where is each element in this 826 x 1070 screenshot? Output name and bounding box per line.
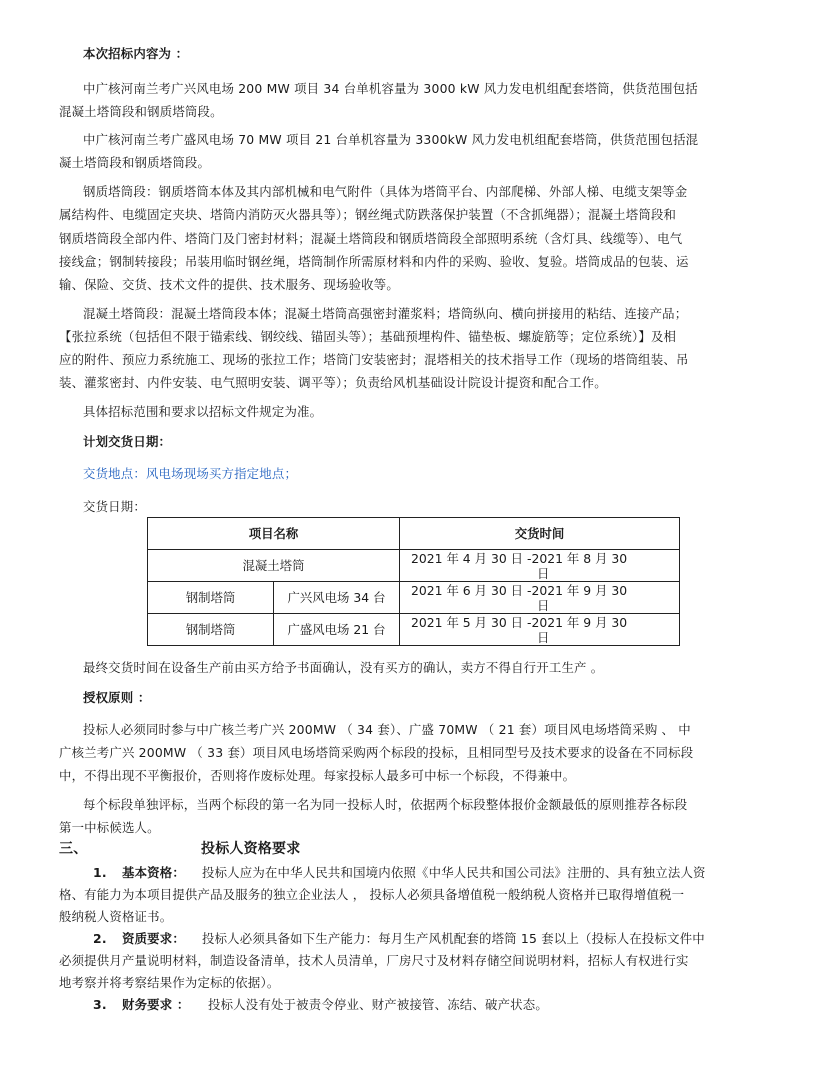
delivery-note: 最终交货时间在设备生产前由买方给予书面确认，没有买方的确认，卖方不得自行开工生产 。 — [83, 660, 604, 675]
table-cell-time-end: 日 — [537, 566, 550, 581]
table-cell-time: 2021 年 6 月 30 日 -2021 年 9 月 30 — [411, 583, 628, 598]
auth-para-2-line-1: 每个标段单独评标，当两个标段的第一名为同一投标人时，依据两个标段整体报价金额最低的原则推荐各标段 — [83, 797, 688, 812]
scope-para-2-line-1: 中广核河南兰考广盛风电场 70 MW 项目 21 台单机容量为 3300kW 风力发电机组配套塔筒，供货范围包括混 — [83, 132, 699, 147]
concrete-section-line-1: 混凝土塔筒段：混凝土塔筒段本体；混凝土塔筒高强密封灌浆料；塔筒纵向、横向拼接用的粘结、连接产品； — [83, 306, 688, 321]
table-rule — [148, 613, 679, 614]
scope-para-1-line-2: 混凝土塔筒段和钢质塔筒段。 — [59, 104, 223, 119]
scope-para-2-line-2: 凝土塔筒段和钢质塔筒段。 — [59, 155, 211, 170]
table-header-time: 交货时间 — [514, 526, 565, 541]
concrete-section-line-2: 【张拉系统（包括但不限于锚索线、钢绞线、锚固头等）；基础预埋构件、锚垫板、螺旋筋等；定位系统）】及相 — [59, 329, 677, 344]
table-cell-site: 广兴风电场 34 台 — [287, 590, 386, 605]
steel-section-line-2: 属结构件、电缆固定夹块、塔筒内消防灭火器具等）；钢丝绳式防跌落保护装置（不含抓绳器）；混凝土塔筒段和 — [59, 207, 677, 222]
concrete-section-line-3: 应的附件、预应力系统施工、现场的张拉工作；塔筒门安装密封；混塔相关的技术指导工作（现场的塔筒组装、吊 — [59, 352, 689, 367]
table-cell-time: 2021 年 4 月 30 日 -2021 年 8 月 30 — [411, 551, 628, 566]
table-cell-time-end: 日 — [537, 598, 550, 613]
concrete-section-line-4: 装、灌浆密封、内件安装、电气照明安装、调平等）；负责给风机基础设计院设计提资和配合工作。 — [59, 375, 607, 390]
table-cell-item: 钢制塔筒 — [185, 622, 236, 637]
table-header-item: 项目名称 — [248, 526, 299, 541]
steel-section-line-3: 钢质塔筒段全部内件、塔筒门及门密封材料；混凝土塔筒段和钢质塔筒段全部照明系统（含灯具、线缆等）、电气 — [59, 231, 683, 246]
table-cell-time-end: 日 — [537, 630, 550, 645]
delivery-date-label: 交货日期： — [83, 499, 146, 514]
section-number: 三、 — [59, 841, 88, 857]
item-1-number: 1. — [93, 865, 107, 880]
item-3-number: 3. — [93, 997, 107, 1012]
scope-para-1-line-1: 中广核河南兰考广兴风电场 200 MW 项目 34 台单机容量为 3000 kW 风力发电机组配套塔筒，供货范围包括 — [83, 81, 698, 96]
item-3-line-1: 投标人没有处于被责令停业、财产被接管、冻结、破产状态。 — [208, 997, 548, 1012]
delivery-heading: 计划交货日期： — [83, 434, 172, 449]
table-cell-item: 钢制塔筒 — [185, 590, 236, 605]
item-1-line-3: 般纳税人资格证书。 — [59, 909, 173, 924]
section-title: 投标人资格要求 — [201, 841, 301, 857]
item-1-label: 基本资格： — [122, 865, 185, 880]
item-1-line-2: 格、有能力为本项目提供产品及服务的独立企业法人 ， 投标人必须具备增值税一般纳税人资格并已取得增值税一 — [59, 887, 685, 902]
auth-para-1-line-3: 中，不得出现不平衡报价，否则将作废标处理。每家投标人最多可中标一个标段，不得兼中。 — [59, 768, 576, 783]
scope-heading: 本次招标内容为 ： — [83, 46, 189, 61]
delivery-table — [147, 517, 680, 646]
table-rule — [148, 549, 679, 550]
item-2-label: 资质要求： — [122, 931, 185, 946]
table-cell-time: 2021 年 5 月 30 日 -2021 年 9 月 30 — [411, 615, 628, 630]
steel-section-line-1: 钢质塔筒段：钢质塔筒本体及其内部机械和电气附件（具体为塔筒平台、内部爬梯、外部人梯、电缆支架等金 — [83, 184, 688, 199]
item-2-line-2: 必须提供月产量说明材料，制造设备清单，技术人员清单，厂房尺寸及材料存储空间说明材料，招标人有权进行实 — [59, 953, 689, 968]
auth-heading: 授权原则 ： — [83, 690, 151, 705]
item-2-number: 2. — [93, 931, 107, 946]
item-1-line-1: 投标人应为在中华人民共和国境内依照《中华人民共和国公司法》注册的、具有独立法人资 — [202, 865, 706, 880]
steel-section-line-4: 接线盒；钢制转接段；吊装用临时钢丝绳，塔筒制作所需原材料和内件的采购、验收、复验。塔筒成品的包装、运 — [59, 254, 689, 269]
item-2-line-3: 地考察并将考察结果作为定标的依据）。 — [59, 975, 280, 990]
scope-note: 具体招标范围和要求以招标文件规定为准。 — [83, 404, 323, 419]
steel-section-line-5: 输、保险、交货、技术文件的提供、技术服务、现场验收等。 — [59, 277, 399, 292]
auth-para-2-line-2: 第一中标候选人。 — [59, 820, 160, 835]
item-3-label: 财务要求 ： — [122, 997, 190, 1012]
delivery-place: 交货地点：风电场现场买方指定地点； — [83, 466, 298, 481]
auth-para-1-line-1: 投标人必须同时参与中广核兰考广兴 200MW （ 34 套）、广盛 70MW （ 21 套）项目风电场塔筒采购 、 中 — [83, 722, 691, 737]
table-cell-item: 混凝土塔筒 — [242, 558, 305, 573]
table-rule — [148, 581, 679, 582]
auth-para-1-line-2: 广核兰考广兴 200MW （ 33 套）项目风电场塔筒采购两个标段的投标，且相同型号及技术要求的设备在不同标段 — [59, 745, 694, 760]
item-2-line-1: 投标人必须具备如下生产能力：每月生产风机配套的塔筒 15 套以上（投标人在投标文件中 — [202, 931, 705, 946]
table-cell-site: 广盛风电场 21 台 — [287, 622, 386, 637]
